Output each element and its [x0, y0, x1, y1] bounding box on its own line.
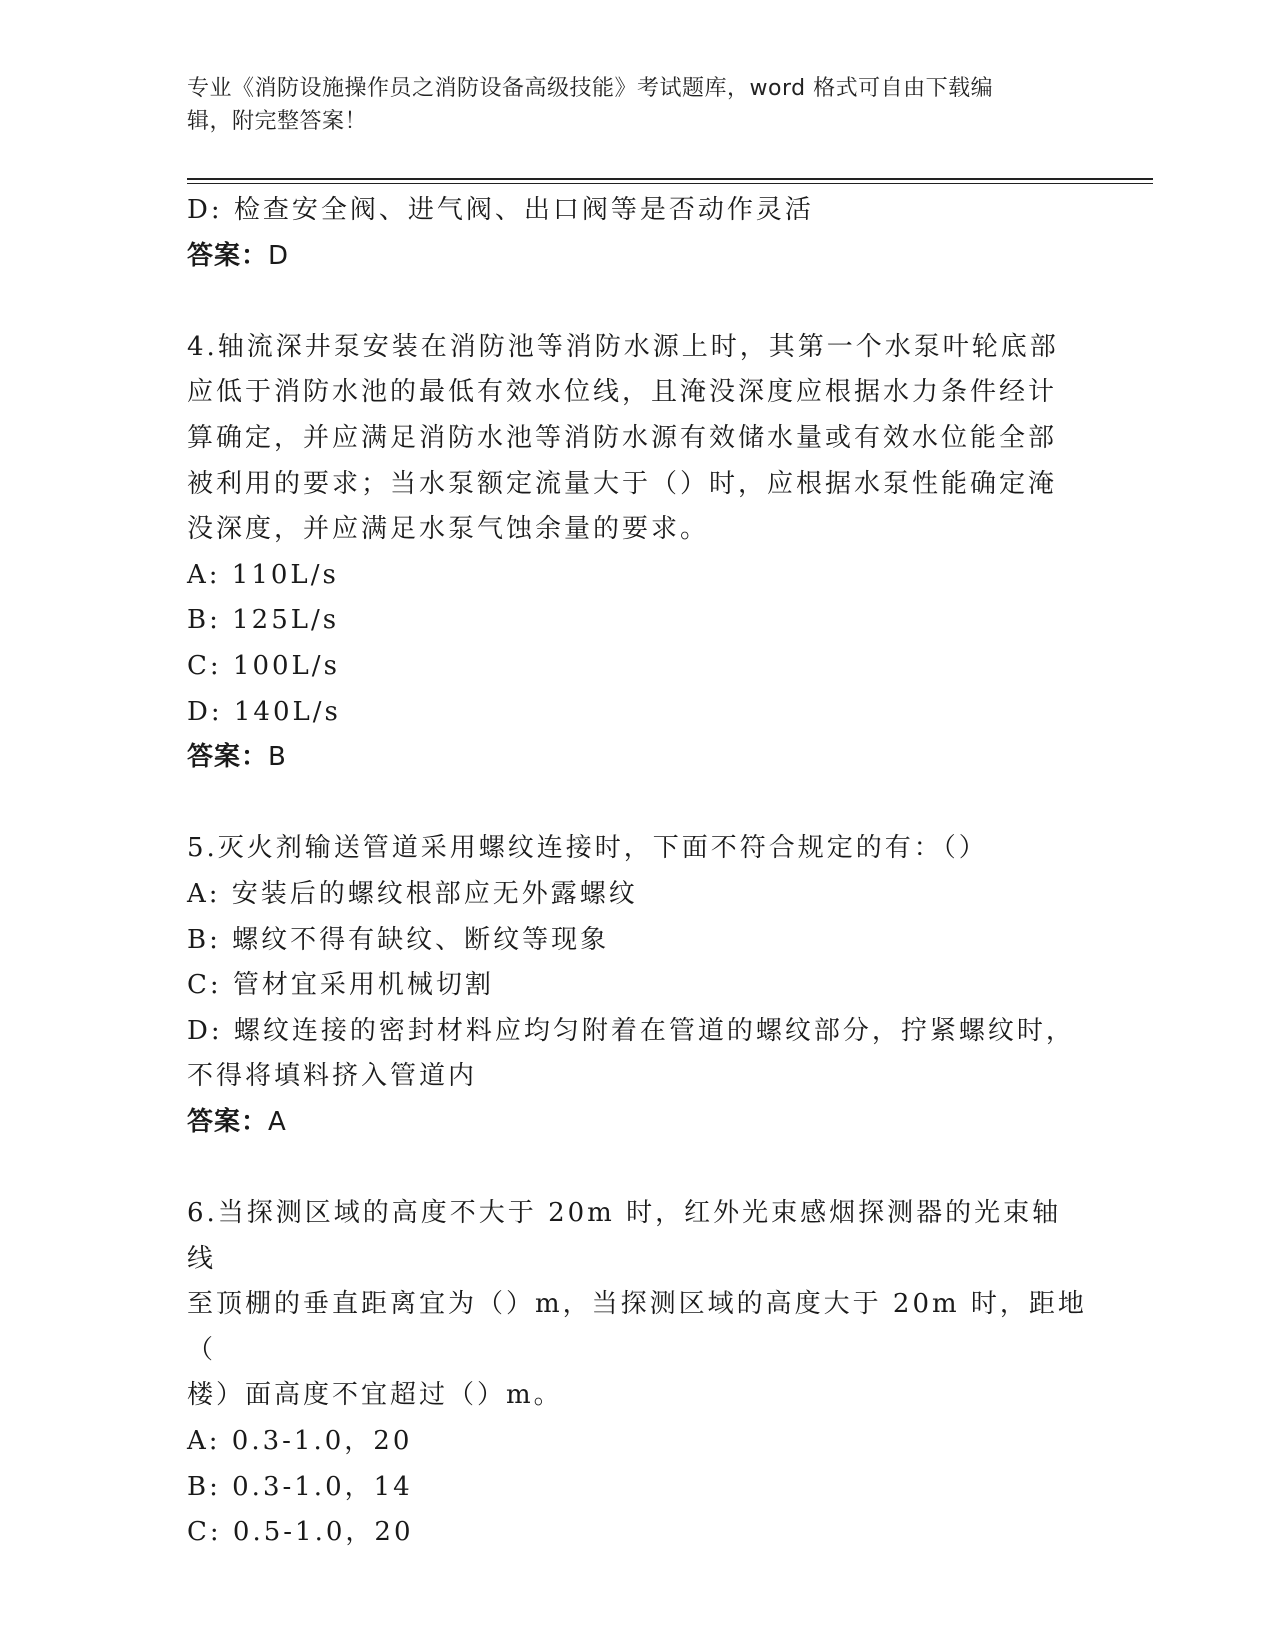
q5-option-c: C: 管材宜采用机械切割: [187, 970, 494, 1001]
q6-option-c: C: 0.5-1.0，20: [187, 1517, 414, 1548]
q6-option-a: A: 0.3-1.0，20: [187, 1426, 413, 1457]
answer-value: B: [268, 742, 287, 773]
q4-option-b: B: 125L/s: [187, 605, 340, 636]
q6-stem-line: 6.当探测区域的高度不大于 20m 时，红外光束感烟探测器的光束轴线: [187, 1198, 1062, 1274]
q3-option-d: D: 检查安全阀、进气阀、出口阀等是否动作灵活: [187, 195, 814, 225]
q4-option-d: D: 140L/s: [187, 696, 341, 727]
answer-label: 答案：: [187, 240, 269, 271]
q4-stem-line: 4.轴流深井泵安装在消防池等消防水源上时，其第一个水泵叶轮底部: [187, 331, 1059, 362]
page-header: [187, 72, 1067, 138]
q6-stem-line: 楼）面高度不宜超过（）m。: [187, 1380, 563, 1411]
q5-stem-line: 5.灭火剂输送管道采用螺纹连接时，下面不符合规定的有：（）: [187, 833, 988, 864]
q4-stem-line: 没深度，并应满足水泵气蚀余量的要求。: [187, 514, 710, 545]
q5-option-d: D: 螺纹连接的密封材料应均匀附着在管道的螺纹部分，拧紧螺纹时，: [187, 1015, 1075, 1046]
q4-stem-line: 被利用的要求；当水泵额定流量大于（）时，应根据水泵性能确定淹: [187, 468, 1058, 499]
answer-value: A: [268, 1106, 287, 1137]
q4-option-a: A: 110L/s: [187, 559, 339, 590]
q6-stem-line: 至顶棚的垂直距离宜为（）m，当探测区域的高度大于 20m 时，距地（: [187, 1289, 1087, 1365]
question-4: [187, 325, 1087, 781]
q5-option-a: A: 安装后的螺纹根部应无外露螺纹: [187, 878, 638, 909]
q4-stem-line: 算确定，并应满足消防水池等消防水源有效储水量或有效水位能全部: [187, 422, 1058, 453]
header-rule-thick: [187, 178, 1153, 180]
q5-option-d-cont: 不得将填料挤入管道内: [187, 1061, 478, 1092]
q5-option-b: B: 螺纹不得有缺纹、断纹等现象: [187, 924, 610, 955]
q3-answer: [187, 234, 1087, 280]
header-rule-thin: [187, 183, 1153, 184]
answer-label: 答案：: [187, 742, 269, 773]
q4-stem-line: 应低于消防水池的最低有效水位线，且淹没深度应根据水力条件经计: [187, 377, 1058, 408]
q4-answer: [187, 735, 1087, 781]
question-6: [187, 1191, 1087, 1556]
header-line-1: 专业《消防设施操作员之消防设备高级技能》考试题库，word 格式可自由下载编: [187, 76, 994, 101]
question-content: [187, 188, 1087, 1556]
answer-value: D: [268, 240, 290, 271]
q5-answer: [187, 1100, 1087, 1146]
q4-option-c: C: 100L/s: [187, 650, 340, 681]
answer-label: 答案：: [187, 1106, 269, 1137]
question-5: [187, 826, 1087, 1145]
q6-option-b: B: 0.3-1.0，14: [187, 1471, 413, 1502]
header-line-2: 辑，附完整答案！: [187, 109, 368, 134]
